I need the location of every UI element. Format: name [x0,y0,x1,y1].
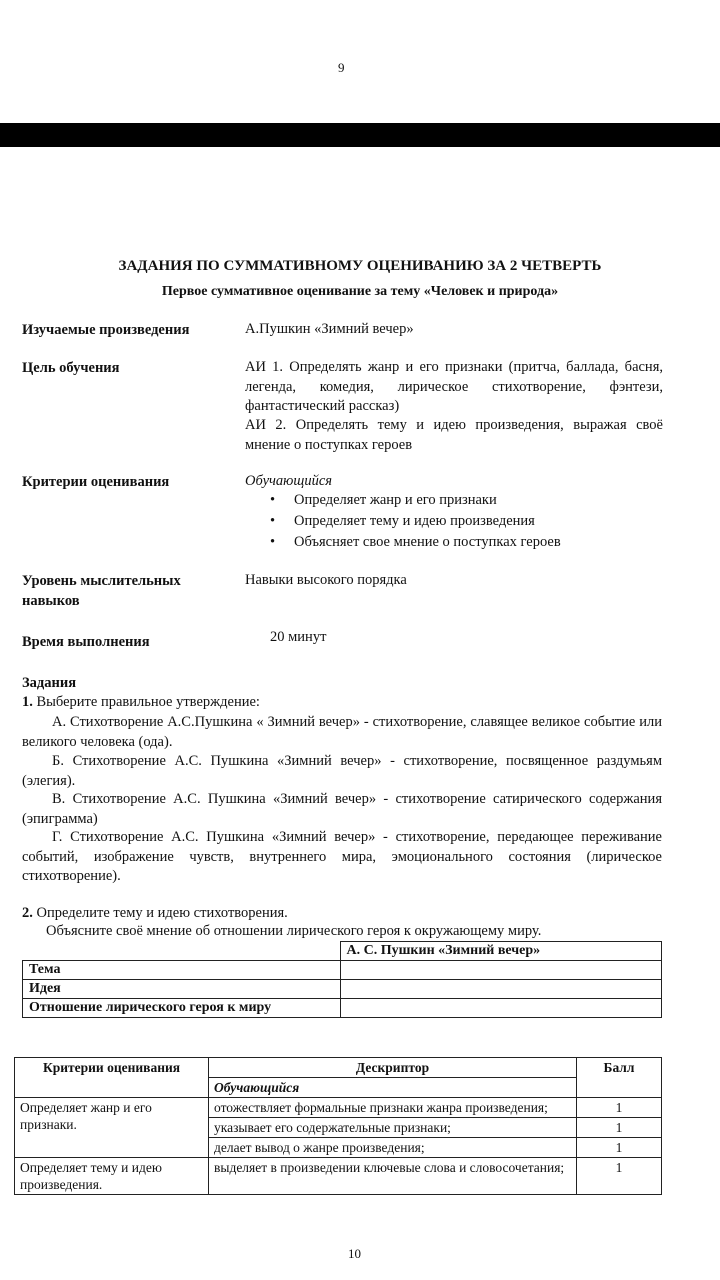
theme-answer-cell[interactable] [340,961,662,980]
criteria-item: • Определяет тему и идею произведения [270,513,535,530]
page-separator-bar [0,123,720,147]
rubric-score: 1 [577,1118,662,1138]
idea-row-label: Идея [23,980,341,999]
theme-idea-table [22,941,662,1018]
document-title: ЗАДАНИЯ ПО СУММАТИВНОМУ ОЦЕНИВАНИЮ ЗА 2 ЧЕТВЕРТЬ [118,258,602,274]
rubric-descriptor: отожествляет формальные признаки жанра произведения; [209,1098,577,1118]
works-label: Изучаемые произведения [22,322,190,338]
q1-option-d: Г. Стихотворение А.С. Пушкина «Зимний вечер» - стихотворение, передающее переживание событий, изображение чувств, внутреннего мира, эмоционального состояния (лирическое стихотворение). [22,829,662,884]
goal-2: АИ 2. Определять тему и идею произведения, выражая своё мнение о поступках героев [245,417,663,453]
time-label: Время выполнения [22,634,150,650]
idea-answer-cell[interactable] [340,980,662,999]
rubric-score: 1 [577,1098,662,1118]
question-1-number: 1. [22,694,33,710]
theme-table-header: А. С. Пушкин «Зимний вечер» [340,942,662,961]
question-1-text: Выберите правильное утверждение: [36,694,260,710]
theme-row-label: Тема [23,961,341,980]
rubric-score: 1 [577,1138,662,1158]
rubric-learner: Обучающийся [209,1078,577,1098]
document-subtitle: Первое суммативное оценивание за тему «Человек и природа» [161,284,559,299]
criteria-intro: Обучающийся [245,473,333,489]
rubric-table [14,1057,662,1195]
question-1 [22,693,260,713]
rubric-col-score: Балл [577,1058,662,1098]
q1-option-a: А. Стихотворение А.С.Пушкина « Зимний вечер» - стихотворение, славящее великое событие или великого человека (ода). [22,714,662,750]
page-number-bottom: 10 [348,1246,361,1261]
rubric-criterion: Определяет тему и идею произведения. [15,1158,209,1195]
q1-option-c: В. Стихотворение А.С. Пушкина «Зимний вечер» - стихотворение сатирического содержания (эпиграмма) [22,791,662,827]
level-label-2: навыков [22,593,80,609]
goal-1: АИ 1. Определять жанр и его признаки (притча, баллада, басня, легенда, комедия, лирическое стихотворение, фэнтези, фантастический рассказ) [245,359,663,414]
rubric-descriptor: указывает его содержательные признаки; [209,1118,577,1138]
question-2-subtext: Объясните своё мнение об отношении лирического героя к окружающему миру. [46,923,542,939]
page-number-top: 9 [338,60,345,75]
attitude-row-label: Отношение лирического героя к миру [23,999,341,1018]
tasks-heading: Задания [22,675,77,691]
rubric-col-descriptor: Дескриптор [209,1058,577,1078]
criteria-item: • Объясняет свое мнение о поступках героев [270,534,561,551]
criteria-item: • Определяет жанр и его признаки [270,492,497,509]
rubric-score: 1 [577,1158,662,1195]
rubric-col-criteria: Критерии оценивания [15,1058,209,1098]
time-value: 20 минут [270,629,327,645]
rubric-descriptor: выделяет в произведении ключевые слова и словосочетания; [209,1158,577,1195]
goal-label: Цель обучения [22,360,120,376]
criteria-label: Критерии оценивания [22,474,170,490]
works-value: А.Пушкин «Зимний вечер» [245,321,414,337]
rubric-criterion: Определяет жанр и его признаки. [15,1098,209,1158]
level-value: Навыки высокого порядка [245,572,407,588]
q1-option-b: Б. Стихотворение А.С. Пушкина «Зимний вечер» - стихотворение, посвященное раздумьям (элегия). [22,753,662,789]
level-label: Уровень мыслительных [22,573,181,589]
rubric-descriptor: делает вывод о жанре произведения; [209,1138,577,1158]
attitude-answer-cell[interactable] [340,999,662,1018]
question-2 [22,904,288,924]
question-2-text: Определите тему и идею стихотворения. [36,905,288,921]
question-2-number: 2. [22,905,33,921]
